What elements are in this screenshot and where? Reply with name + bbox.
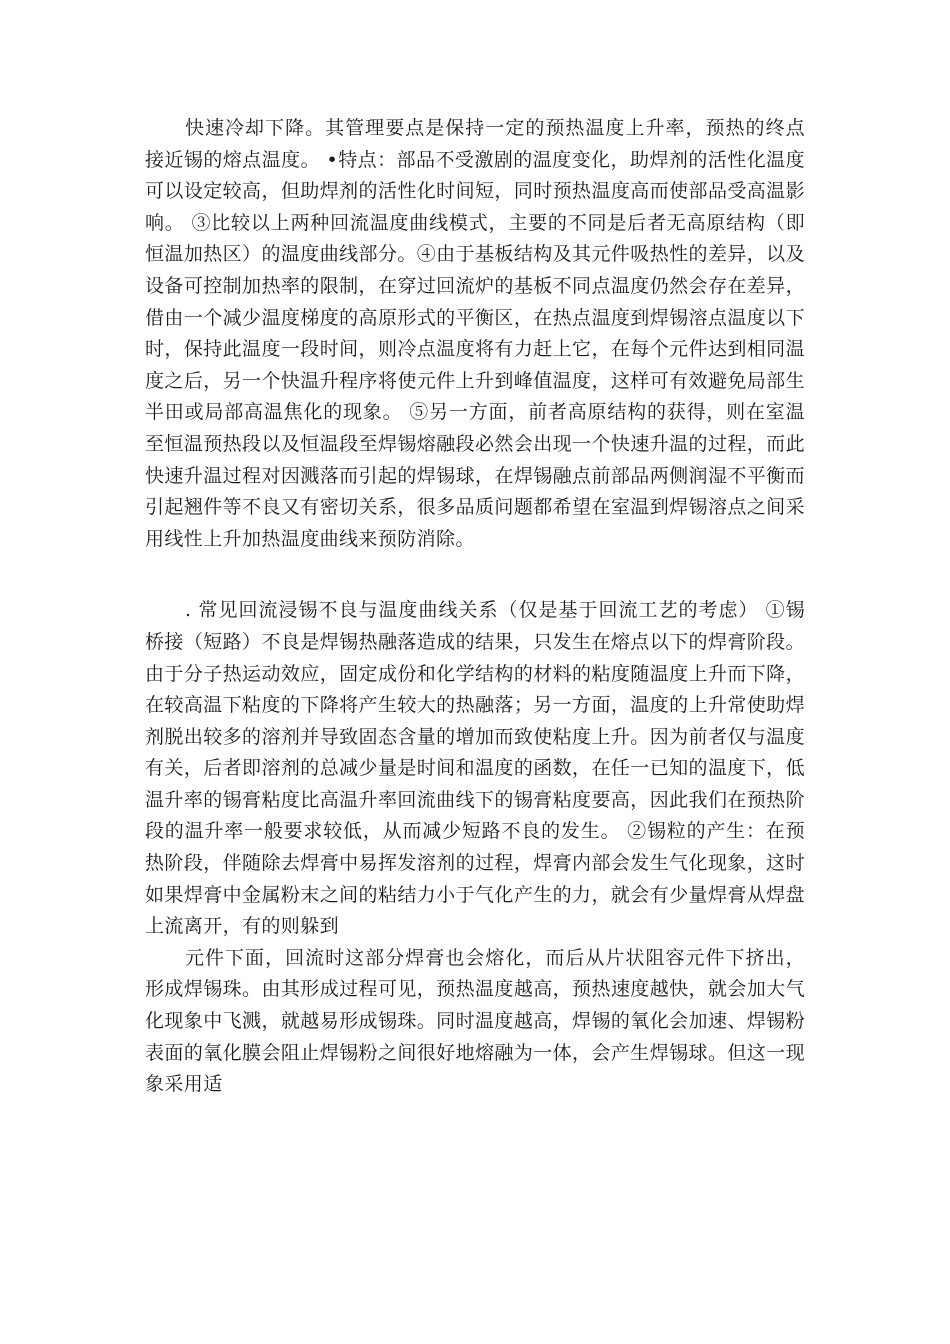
document-page [145, 113, 805, 1101]
paragraph-reflow-defects: . 常见回流浸锡不良与温度曲线关系（仅是基于回流工艺的考虑） ①锡桥接（短路）不良是焊锡热融落造成的结果，只发生在熔点以下的焊膏阶段。由于分子热运动效应，固定成份和化学结构的材料的粘度随温度上升而下降，在较高温下粘度的下降将产生较大的热融落；另一方面，温度的上升常使助焊剂脱出较多的溶剂并导致固态含量的增加而致使粘度上升。因为前者仅与温度有关，后者即溶剂的总减少量是时间和温度的函数，在任一已知的温度下，低温升率的锡膏粘度比高温升率回流曲线下的锡膏粘度要高，因此我们在预热阶段的温升率一般要求较低，从而减少短路不良的发生。 ②锡粒的产生：在预热阶段，伴随除去焊膏中易挥发溶剂的过程，焊膏内部会发生气化现象，这时如果焊膏中金属粉末之间的粘结力小于气化产生的力，就会有少量焊膏从焊盘上流离开，有的则躲到 [145, 599, 805, 938]
paragraph-reflow-profile-comparison: 快速冷却下降。其管理要点是保持一定的预热温度上升率，预热的终点接近锡的熔点温度。 •特点：部品不受激剧的温度变化，助焊剂的活性化温度可以设定较高，但助焊剂的活性化时间短，同时预热温度高而使部品受高温影响。 ③比较以上两种回流温度曲线模式，主要的不同是后者无高原结构（即恒温加热区）的温度曲线部分。④由于基板结构及其元件吸热性的差异，以及设备可控制加热率的限制，在穿过回流炉的基板不同点温度仍然会存在差异，借由一个减少温度梯度的高原形式的平衡区，在热点温度到焊锡溶点温度以下时，保持此温度一段时间，则冷点温度将有力赶上它，在每个元件达到相同温度之后，另一个快温升程序将使元件上升到峰值温度，这样可有效避免局部生半田或局部高温焦化的现象。 ⑤另一方面，前者高原结构的获得，则在室温至恒温预热段以及恒温段至焊锡熔融段必然会出现一个快速升温的过程，而此快速升温过程对因溅落而引起的焊锡球，在焊锡融点前部品两侧润湿不平衡而引起翘件等不良又有密切关系，很多品质问题都希望在室温到焊锡溶点之间采用线性上升加热温度曲线来预防消除。 [145, 117, 805, 550]
paragraph-solder-balls: 元件下面，回流时这部分焊膏也会熔化，而后从片状阻容元件下挤出，形成焊锡珠。由其形成过程可见，预热温度越高，预热速度越快，就会加大气化现象中飞溅，就越易形成锡珠。同时温度越高，焊锡的氧化会加速、焊锡粉表面的氧化膜会阻止焊锡粉之间很好地熔融为一体，会产生焊锡球。但这一现象采用适 [145, 946, 805, 1096]
